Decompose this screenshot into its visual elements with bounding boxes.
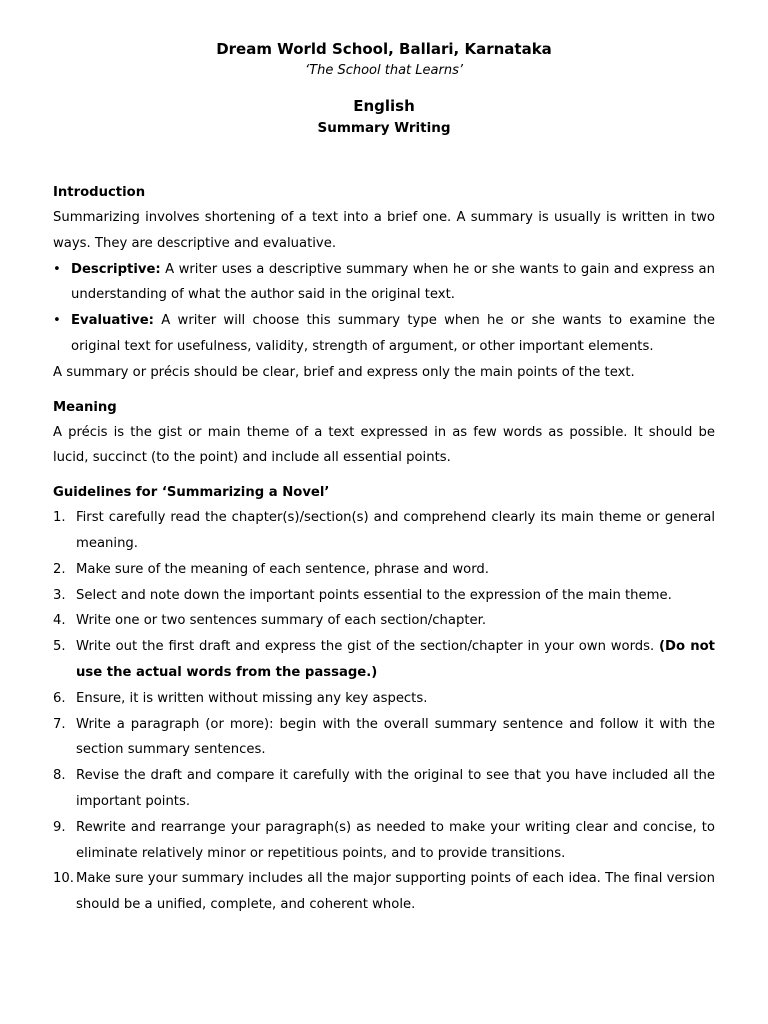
summary-types-list — [53, 257, 715, 360]
item-number: 7. — [53, 716, 66, 732]
guidelines-heading: Guidelines for ‘Summarizing a Novel’ — [53, 485, 330, 501]
item-text: Make sure your summary includes all the major supporting points of each idea. The final version should be a unified, complete, and coherent whole. — [76, 871, 715, 913]
bullet-icon: • — [53, 313, 61, 329]
list-item — [53, 505, 715, 557]
list-item — [53, 686, 715, 712]
item-emphasis: (Do not use the actual words from the passage.) — [76, 639, 715, 680]
list-item — [53, 634, 715, 686]
bullet-lead: Evaluative: — [71, 313, 154, 329]
topic-title: Summary Writing — [317, 120, 451, 136]
item-number: 5. — [53, 639, 66, 655]
meaning-paragraph: A précis is the gist or main theme of a text expressed in as few words as possible. It should be lucid, succinct (to the point) and include all essential points. — [53, 424, 715, 466]
list-item — [53, 583, 715, 609]
list-item — [53, 712, 715, 764]
introduction-closing: A summary or précis should be clear, brief and express only the main points of the text. — [53, 364, 635, 380]
item-text: Write out the first draft and express the gist of the section/chapter in your own words. — [76, 639, 659, 655]
bullet-icon: • — [53, 261, 61, 277]
document-body — [53, 181, 715, 918]
list-item — [53, 257, 715, 309]
item-text: Write one or two sentences summary of each section/chapter. — [76, 613, 487, 629]
item-number: 6. — [53, 690, 66, 706]
item-text: Ensure, it is written without missing any key aspects. — [76, 690, 428, 706]
school-motto: ‘The School that Learns’ — [305, 63, 463, 78]
item-text: Select and note down the important points essential to the expression of the main theme. — [76, 587, 672, 603]
item-text: Rewrite and rearrange your paragraph(s) as needed to make your writing clear and concise, to eliminate relatively minor or repetitious points, and to provide transitions. — [76, 819, 715, 861]
introduction-heading: Introduction — [53, 185, 146, 200]
item-text: First carefully read the chapter(s)/section(s) and comprehend clearly its main theme or general meaning. — [76, 510, 715, 551]
item-number: 10. — [53, 871, 74, 887]
subject-title: English — [353, 97, 415, 115]
list-item — [53, 608, 715, 634]
list-item — [53, 308, 715, 360]
list-item — [53, 866, 715, 918]
item-text: Write a paragraph (or more): begin with the overall summary sentence and follow it with the section summary sentences. — [76, 716, 715, 758]
list-item — [53, 815, 715, 867]
bullet-lead: Descriptive: — [71, 261, 161, 277]
item-text: Make sure of the meaning of each sentence, phrase and word. — [76, 561, 489, 577]
item-number: 4. — [53, 613, 66, 629]
item-number: 3. — [53, 587, 66, 603]
bullet-text: A writer uses a descriptive summary when he or she wants to gain and express an understanding of what the author said in the original text. — [71, 261, 715, 303]
bullet-text: A writer will choose this summary type when he or she wants to examine the original text for usefulness, validity, strength of argument, or other important elements. — [71, 313, 715, 354]
item-number: 2. — [53, 561, 66, 577]
list-item — [53, 557, 715, 583]
item-number: 9. — [53, 819, 66, 835]
school-name: Dream World School, Ballari, Karnataka — [216, 40, 552, 58]
list-item — [53, 763, 715, 815]
guidelines-list — [53, 505, 715, 918]
item-number: 8. — [53, 768, 66, 784]
meaning-heading: Meaning — [53, 399, 117, 415]
item-text: Revise the draft and compare it carefully with the original to see that you have included all the important points. — [76, 768, 715, 809]
item-number: 1. — [53, 510, 66, 526]
introduction-paragraph: Summarizing involves shortening of a text into a brief one. A summary is usually is written in two ways. They are descriptive and evaluative. — [53, 210, 715, 251]
